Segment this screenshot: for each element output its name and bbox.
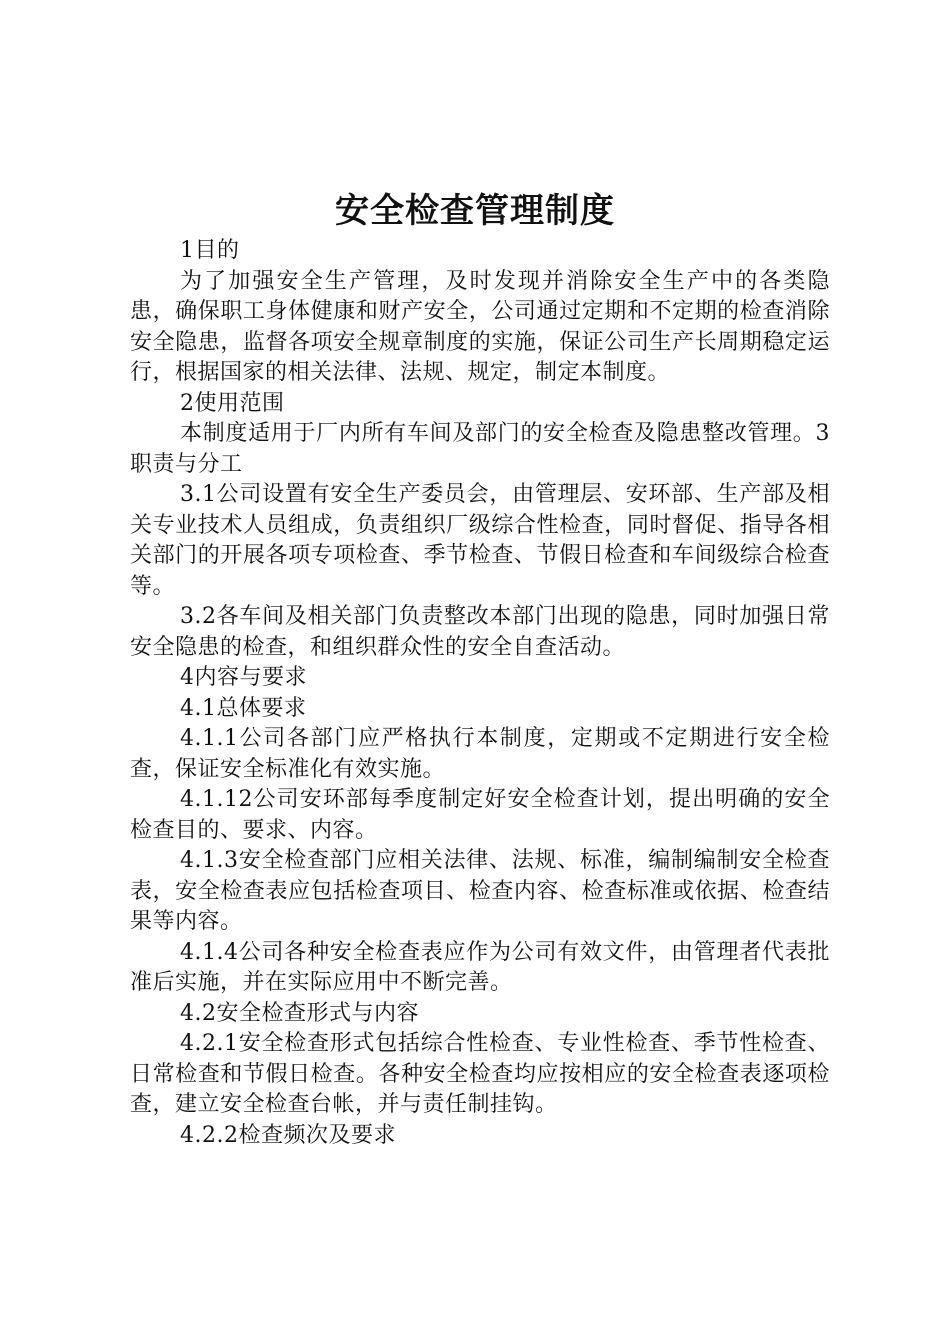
heading-4-2: 4.2安全检查形式与内容 bbox=[180, 1000, 419, 1026]
heading-scope: 2使用范围 bbox=[180, 390, 285, 416]
paragraph-purpose: 为了加强安全生产管理，及时发现并消除安全生产中的各类隐患，确保职工身体健康和财产安全，公司通过定期和不定期的检查消除安全隐患，监督各项安全规章制度的实施，保证公司生产长周期稳定运行，根据国家的相关法律、法规、规定，制定本制度。 bbox=[130, 268, 830, 385]
paragraph-3-1: 3.1公司设置有安全生产委员会，由管理层、安环部、生产部及相关专业技术人员组成，负责组织厂级综合性检查，同时督促、指导各相关部门的开展各项专项检查、季节检查、节假日检查和车间级综合检查等。 bbox=[130, 482, 830, 599]
heading-purpose: 1目的 bbox=[180, 238, 240, 263]
paragraph-4-2-1: 4.2.1安全检查形式包括综合性检查、专业性检查、季节性检查、日常检查和节假日检查。各种安全检查均应按相应的安全检查表逐项检查，建立安全检查台帐，并与责任制挂钩。 bbox=[130, 1031, 830, 1117]
heading-4-2-2: 4.2.2检查频次及要求 bbox=[180, 1122, 396, 1148]
paragraph-3-2: 3.2各车间及相关部门负责整改本部门出现的隐患，同时加强日常安全隐患的检查，和组织群众性的安全自查活动。 bbox=[130, 604, 830, 660]
paragraph-scope: 本制度适用于厂内所有车间及部门的安全检查及隐患整改管理。3职责与分工 bbox=[130, 421, 830, 477]
heading-content-requirements: 4内容与要求 bbox=[180, 665, 307, 690]
paragraph-4-1-4: 4.1.4公司各种安全检查表应作为公司有效文件，由管理者代表批准后实施，并在实际应用中不断完善。 bbox=[130, 939, 830, 995]
document-body bbox=[130, 236, 830, 1151]
paragraph-4-1-1: 4.1.1公司各部门应严格执行本制度，定期或不定期进行安全检查，保证安全标准化有效实施。 bbox=[130, 726, 830, 782]
heading-4-1: 4.1总体要求 bbox=[180, 695, 307, 721]
document-title: 安全检查管理制度 bbox=[335, 191, 615, 231]
paragraph-4-1-12: 4.1.12公司安环部每季度制定好安全检查计划，提出明确的安全检查目的、要求、内容。 bbox=[130, 787, 830, 843]
paragraph-4-1-3: 4.1.3安全检查部门应相关法律、法规、标准，编制编制安全检查表，安全检查表应包括检查项目、检查内容、检查标准或依据、检查结果等内容。 bbox=[130, 848, 830, 934]
